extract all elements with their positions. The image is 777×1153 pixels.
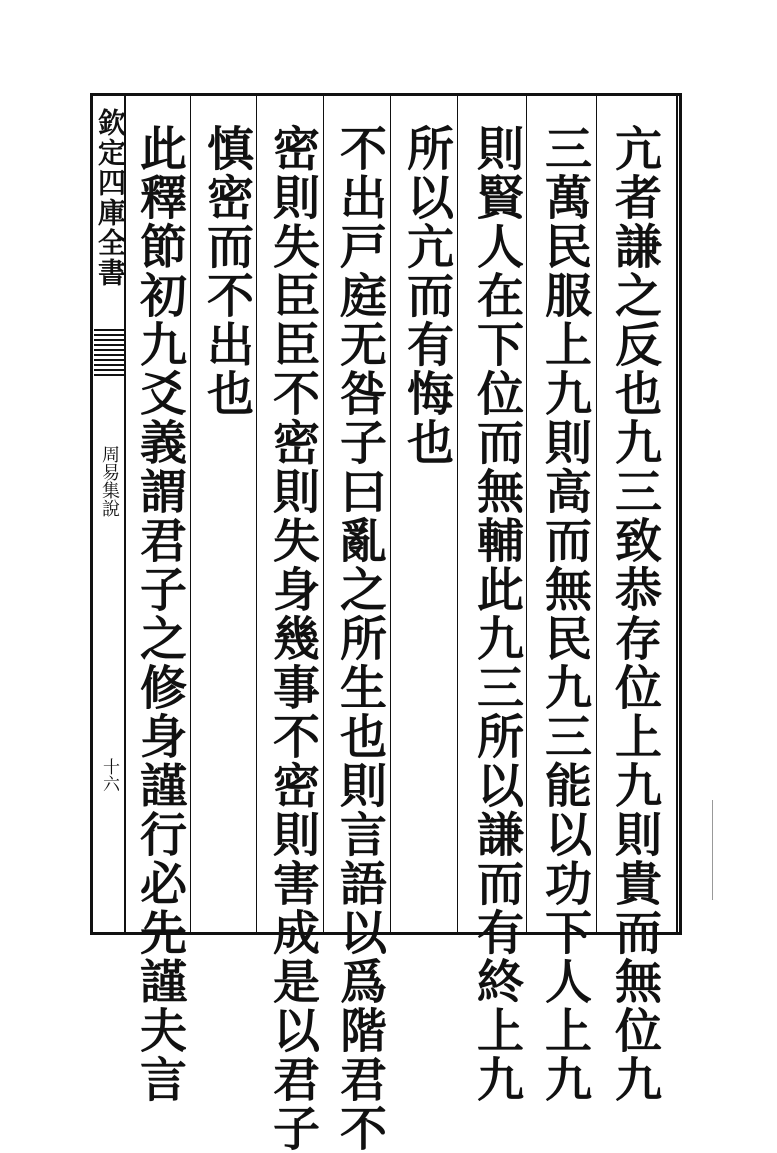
column-rule bbox=[323, 96, 324, 932]
text-column-2: 三萬民服上九則高而無民九三能以功下人上九 bbox=[537, 124, 592, 1104]
page-border-inner-line bbox=[676, 93, 678, 935]
text-column-3: 則賢人在下位而無輔此九三所以謙而有終上九 bbox=[469, 124, 524, 1104]
text-column-4: 所以亢而有悔也 bbox=[399, 124, 454, 467]
column-rule bbox=[256, 96, 257, 932]
page-number: 十六 bbox=[99, 758, 119, 792]
collection-title: 欽定四庫全書 bbox=[94, 108, 127, 288]
fish-tail-ornament bbox=[94, 326, 124, 376]
text-column-8: 此釋節初九爻義謂君子之修身謹行必先謹夫言 bbox=[132, 124, 187, 1104]
edge-mark bbox=[712, 800, 727, 900]
text-column-5: 不出戸庭无咎子曰亂之所生也則言語以爲階君不 bbox=[332, 124, 387, 1153]
book-title: 周易集說 bbox=[99, 445, 120, 517]
column-rule bbox=[190, 96, 191, 932]
column-rule bbox=[526, 96, 527, 932]
text-column-7: 慎密而不出也 bbox=[199, 124, 254, 418]
column-rule bbox=[457, 96, 458, 932]
column-rule bbox=[390, 96, 391, 932]
text-column-6: 密則失臣臣不密則失身幾事不密則害成是以君子 bbox=[265, 124, 320, 1153]
text-column-1: 亢者謙之反也九三致恭存位上九則貴而無位九 bbox=[607, 124, 662, 1104]
column-rule bbox=[596, 96, 597, 932]
